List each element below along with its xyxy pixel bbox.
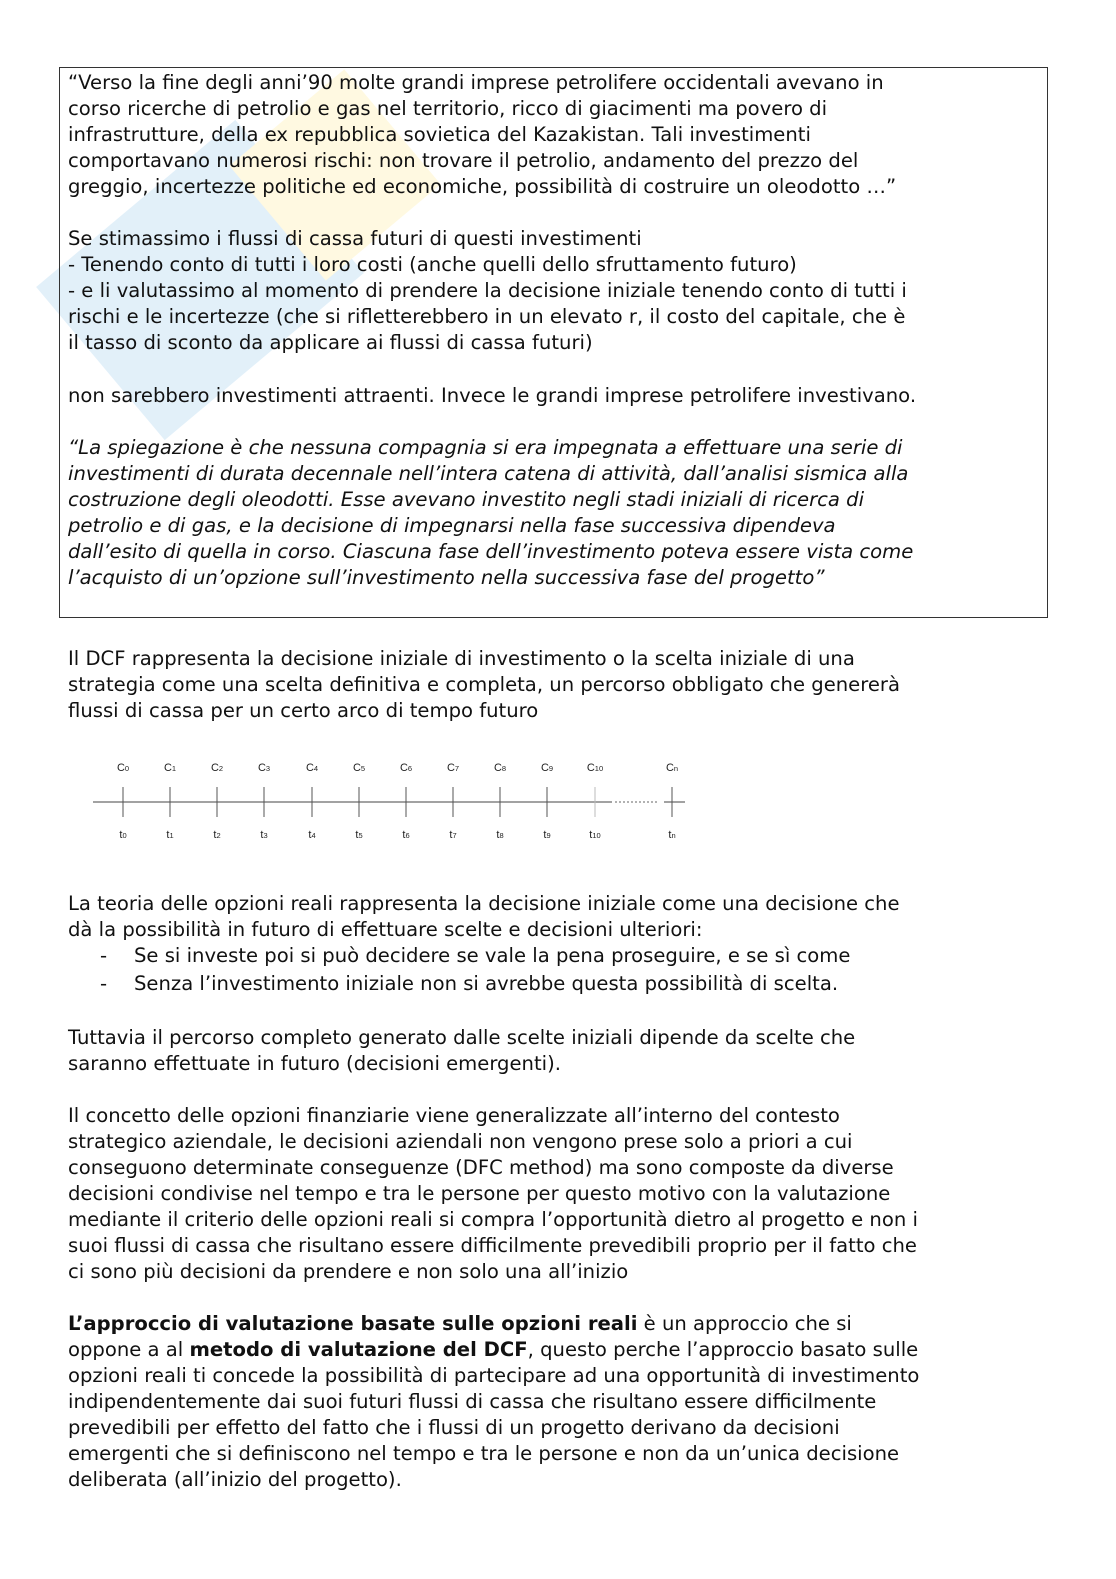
text-line: ci sono più decisioni da prendere e non solo una all’inizio bbox=[68, 1260, 629, 1283]
text-line: “La spiegazione è che nessuna compagnia si era impegnata a effettuare una serie di bbox=[68, 436, 903, 459]
bullet-dash: - bbox=[100, 944, 108, 967]
text-line: emergenti che si definiscono nel tempo e tra le persone e non da un’unica decisione bbox=[68, 1442, 900, 1465]
text-line: strategico aziendale, le decisioni aziendali non vengono prese solo a priori a cui bbox=[68, 1130, 853, 1153]
text-line: Se stimassimo i flussi di cassa futuri di questi investimenti bbox=[68, 227, 642, 250]
cash-flow-label: C2 bbox=[210, 762, 224, 774]
text-line: greggio, incertezze politiche ed economiche, possibilità di costruire un oleodotto …” bbox=[68, 175, 897, 198]
text-line: dà la possibilità in futuro di effettuare scelte e decisioni ulteriori: bbox=[68, 918, 703, 941]
time-label: t9 bbox=[543, 829, 551, 841]
text-line: flussi di cassa per un certo arco di tempo futuro bbox=[68, 699, 539, 722]
time-label: t4 bbox=[308, 829, 316, 841]
text-line: prevedibili per effetto del fatto che i flussi di un progetto derivano da decisioni bbox=[68, 1416, 840, 1439]
text-line: costruzione degli oleodotti. Esse avevano investito negli stadi iniziali di ricerca di bbox=[68, 488, 865, 511]
cash-flow-label: C3 bbox=[257, 762, 271, 774]
text-line: Il DCF rappresenta la decisione iniziale di investimento o la scelta iniziale di una bbox=[68, 647, 855, 670]
cash-flow-label: C9 bbox=[540, 762, 554, 774]
time-label: t10 bbox=[589, 829, 601, 841]
text-line: l’acquisto di un’opzione sull’investimento nella successiva fase del progetto” bbox=[68, 566, 825, 589]
list-item-text: Senza l’investimento iniziale non si avrebbe questa possibilità di scelta. bbox=[134, 972, 839, 995]
text-line: indipendentemente dai suoi futuri flussi di cassa che risultano essere difficilmente bbox=[68, 1390, 877, 1413]
text-line: infrastrutture, della ex repubblica sovietica del Kazakistan. Tali investimenti bbox=[68, 123, 811, 146]
cash-flow-label: C10 bbox=[586, 762, 604, 774]
time-label: t8 bbox=[496, 829, 504, 841]
list-item bbox=[68, 971, 900, 999]
text-line: conseguono determinate conseguenze (DFC method) ma sono composte da diverse bbox=[68, 1156, 894, 1179]
text-line: deliberata (all’inizio del progetto). bbox=[68, 1468, 402, 1491]
text-line: strategia come una scelta definitiva e completa, un percorso obbligato che genererà bbox=[68, 673, 900, 696]
text-line: “Verso la fine degli anni’90 molte grandi imprese petrolifere occidentali avevano in bbox=[68, 71, 884, 94]
text-line: mediante il criterio delle opzioni reali si compra l’opportunità dietro al progetto e non i bbox=[68, 1208, 918, 1231]
list-item-text: Se si investe poi si può decidere se vale la pena proseguire, e se sì come bbox=[134, 944, 851, 967]
cash-flow-label: Cn bbox=[665, 762, 679, 774]
quote-paragraph-explanation bbox=[68, 435, 913, 591]
cash-flow-label: C1 bbox=[163, 762, 177, 774]
text-line: saranno effettuate in futuro (decisioni emergenti). bbox=[68, 1052, 561, 1075]
bold-term: metodo di valutazione del DCF bbox=[189, 1338, 528, 1361]
time-label: t7 bbox=[449, 829, 457, 841]
text-span: è un approccio che si bbox=[637, 1312, 852, 1335]
text-line: rischi e le incertezze (che si rifletterebbero in un elevato r, il costo del capitale, che è bbox=[68, 305, 906, 328]
tuttavia-paragraph bbox=[68, 1025, 855, 1077]
text-line: La teoria delle opzioni reali rappresenta la decisione iniziale come una decisione che bbox=[68, 892, 900, 915]
text-line: Tuttavia il percorso completo generato dalle scelte iniziali dipende da scelte che bbox=[68, 1026, 856, 1049]
text-line: comportavano numerosi rischi: non trovare il petrolio, andamento del prezzo del bbox=[68, 149, 859, 172]
time-label: t5 bbox=[355, 829, 363, 841]
time-label: t1 bbox=[166, 829, 174, 841]
real-options-paragraph bbox=[68, 891, 900, 999]
quote-paragraph-cashflows bbox=[68, 226, 907, 356]
cash-flow-label: C4 bbox=[305, 762, 319, 774]
text-line: corso ricerche di petrolio e gas nel territorio, ricco di giacimenti ma povero di bbox=[68, 97, 828, 120]
text-line: suoi flussi di cassa che risultano essere difficilmente prevedibili proprio per il fatto che bbox=[68, 1234, 917, 1257]
time-label: t3 bbox=[260, 829, 268, 841]
text-line: il tasso di sconto da applicare ai flussi di cassa futuri) bbox=[68, 331, 593, 354]
timeline-labels bbox=[80, 750, 700, 860]
time-label: tn bbox=[668, 829, 676, 841]
text-line: investimenti di durata decennale nell’intera catena di attività, dall’analisi sismica alla bbox=[68, 462, 909, 485]
approach-paragraph bbox=[68, 1311, 919, 1493]
concept-paragraph bbox=[68, 1103, 918, 1285]
text-line: petrolio e di gas, e la decisione di impegnarsi nella fase successiva dipendeva bbox=[68, 514, 836, 537]
text-line: non sarebbero investimenti attraenti. Invece le grandi imprese petrolifere investivano. bbox=[68, 384, 917, 407]
time-label: t6 bbox=[402, 829, 410, 841]
text-line: dall’esito di quella in corso. Ciascuna fase dell’investimento poteva essere vista come bbox=[68, 540, 914, 563]
bullet-dash: - bbox=[100, 972, 108, 995]
time-label: t0 bbox=[119, 829, 127, 841]
text-span: , questo perche l’approccio basato sulle bbox=[527, 1338, 919, 1361]
cash-flow-label: C7 bbox=[446, 762, 460, 774]
text-line: decisioni condivise nel tempo e tra le persone per questo motivo con la valutazione bbox=[68, 1182, 891, 1205]
cash-flow-label: C6 bbox=[399, 762, 413, 774]
text-span: oppone a al bbox=[68, 1338, 190, 1361]
cash-flow-label: C0 bbox=[116, 762, 130, 774]
bold-term: L’approccio di valutazione basate sulle opzioni reali bbox=[68, 1312, 638, 1335]
cash-flow-label: C8 bbox=[493, 762, 507, 774]
text-line: opzioni reali ti concede la possibilità di partecipare ad una opportunità di investimento bbox=[68, 1364, 920, 1387]
cash-flow-label: C5 bbox=[352, 762, 366, 774]
dcf-paragraph bbox=[68, 646, 900, 724]
quote-paragraph-conclusion bbox=[68, 383, 916, 409]
quote-paragraph-kazakhstan bbox=[68, 70, 896, 200]
text-line: - e li valutassimo al momento di prendere la decisione iniziale tenendo conto di tutti i bbox=[68, 279, 907, 302]
text-line bbox=[68, 1337, 919, 1363]
text-line: - Tenendo conto di tutti i loro costi (anche quelli dello sfruttamento futuro) bbox=[68, 253, 797, 276]
time-label: t2 bbox=[213, 829, 221, 841]
text-line: Il concetto delle opzioni finanziarie viene generalizzate all’interno del contesto bbox=[68, 1104, 840, 1127]
text-line bbox=[68, 1311, 919, 1337]
list-item bbox=[68, 943, 900, 971]
